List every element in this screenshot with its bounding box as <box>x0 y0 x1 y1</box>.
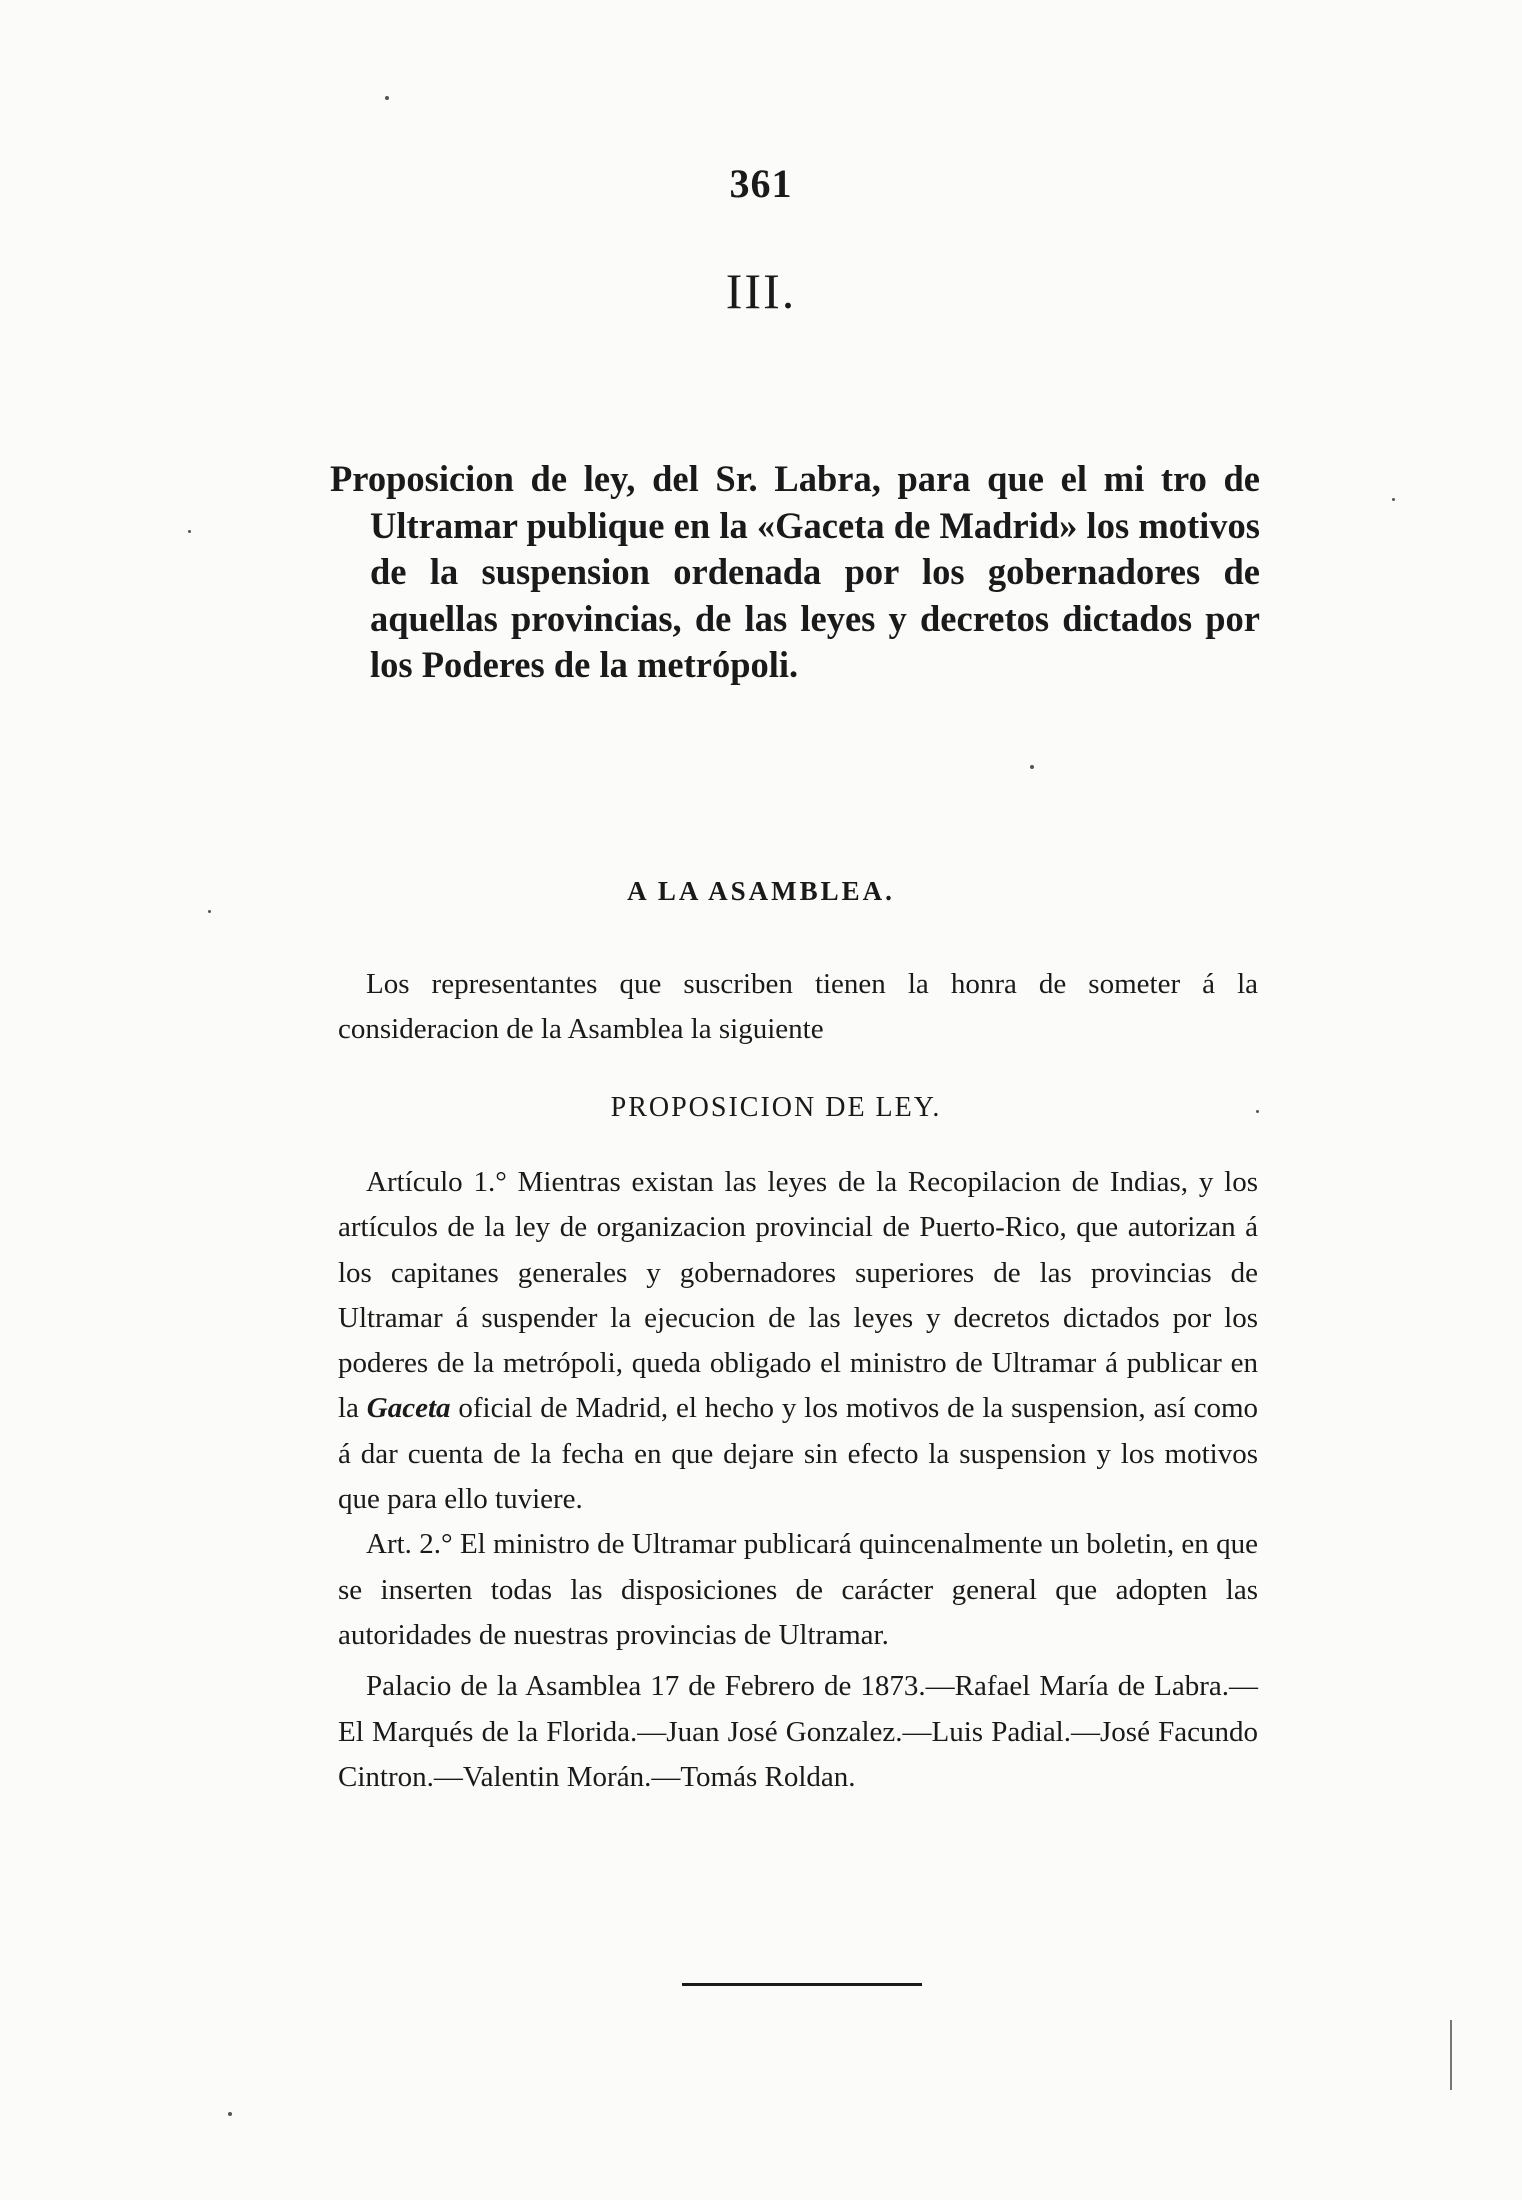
paper-speck <box>385 96 389 100</box>
article-2-label: Art. 2.° <box>366 1528 453 1561</box>
page-number: 361 <box>729 161 793 206</box>
articles-body <box>338 1160 1258 1800</box>
paper-speck <box>1256 1110 1259 1113</box>
intro-paragraph <box>338 962 1258 1052</box>
section-numeral: III. <box>725 263 797 319</box>
article-1-label: Artículo 1.° <box>366 1166 507 1198</box>
article-1-text-before: Mientras existan las leyes de la Recopilacion de Indias, y los artículos de la ley de organizacion provincial de Puerto-Rico, que autorizan á los capitanes generales y gobernadores superiores de las provincias de Ultramar á suspender la ejecucion de las leyes y decretos dictados por los poderes de la metrópoli, queda obligado el ministro de Ultramar á publicar en la <box>338 1166 1258 1425</box>
closing-rule <box>682 1983 922 1986</box>
heading-asamblea: A LA ASAMBLEA. <box>627 876 895 906</box>
paper-speck <box>1392 498 1395 501</box>
scan-mark <box>1450 2020 1452 2090</box>
intro-text: Los representantes que suscriben tienen la honra de someter á la consideracion de la Asamblea la siguiente <box>338 968 1258 1045</box>
article-1-text-after: oficial de Madrid, el hecho y los motivos de la suspension, así como á dar cuenta de la fecha en que dejare sin efecto la suspension y los motivos que para ello tuviere. <box>338 1392 1259 1516</box>
signature-paragraph: Palacio de la Asamblea 17 de Febrero de 1873.—Rafael María de Labra.—El Marqués de la Florida.—Juan José Gonzalez.—Luis Padial.—José Facundo Cintron.—Valentin Morán.—Tomás Roldan. <box>338 1670 1258 1793</box>
heading-proposicion: PROPOSICION DE LEY. <box>610 1092 942 1123</box>
article-2 <box>338 1522 1258 1658</box>
article-2-text: El ministro de Ultramar publicará quincenalmente un boletin, en que se inserten todas las disposiciones de carácter general que adopten las autoridades de nuestras provincias de Ultramar. <box>338 1528 1259 1651</box>
paper-speck <box>1030 765 1034 769</box>
paper-speck <box>228 2112 232 2116</box>
paper-speck <box>208 910 211 913</box>
proposal-title-text: Proposicion de ley, del Sr. Labra, para que el mi tro de Ultramar publique en la «Gaceta de Madrid» los motivos de la suspension ordenada por los gobernadores de aquellas provincias, de las leyes y decretos dictados por los Poderes de la metrópoli. <box>330 458 1260 685</box>
gaceta-word: Gaceta <box>366 1392 451 1425</box>
paper-speck <box>188 530 191 533</box>
proposal-title <box>330 456 1260 689</box>
article-1 <box>338 1160 1258 1522</box>
